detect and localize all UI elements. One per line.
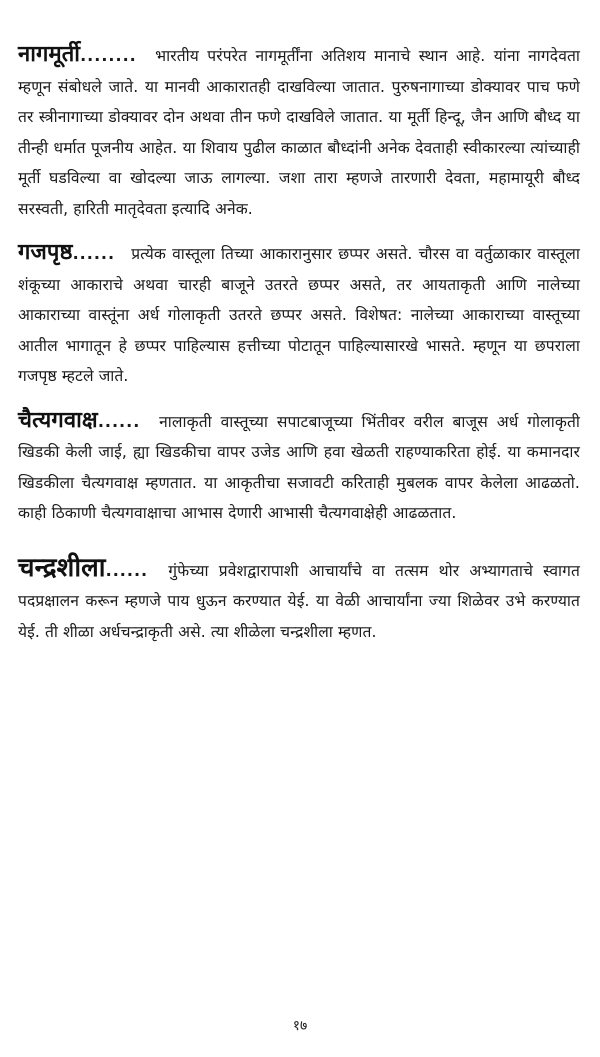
entry-text: भारतीय परंपरेत नागमूर्तींना अतिशय मानाचे स्थान आहे. यांना नागदेवता म्हणून संबोधले जाते. या मानवी आकारातही दाखविल्या जातात. पुरुषनागाच्या डोक्यावर पाच फणे तर स्त्रीनागाच्या डोक्यावर दोन अथवा तीन फणे दाखविले जातात. या मूर्ती हिन्दू, जैन आणि बौध्द या तीन्ही धर्मात पूजनीय आहेत. या शिवाय पुढील काळात बौध्दांनी अनेक देवताही स्वीकारल्या त्यांच्याही मूर्ती घडविल्या वा खोदल्या जाऊ लागल्या. जशा तारा म्हणजे तारणारी देवता, महामायूरी बौध्द सरस्वती, हारिती मातृदेवता इत्यादि अनेक. (18, 47, 580, 218)
entry-text: प्रत्येक वास्तूला तिच्या आकारानुसार छप्पर असते. चौरस वा वर्तुळाकार वास्तूला शंकूच्या आकाराचे अथवा चारही बाजूने उतरते छप्पर असते, तर आयताकृती आणि नालेच्या आकाराच्या वास्तूंना अर्ध गोलाकृती उतरते छप्पर असते. विशेषत: नालेच्या आकाराच्या वास्तूच्या आतील भागातून हे छप्पर पाहिल्यास हत्तीच्या पोटातून पाहिल्यासारखे भासते. म्हणून या छपराला गजपृष्ठ म्हटले जाते. (18, 245, 580, 385)
entry-chandrashila (18, 553, 580, 648)
entry-term: गजपृष्ठ (18, 240, 73, 265)
entry-nagmurti (18, 40, 580, 224)
page-number: १७ (292, 1018, 308, 1034)
entry-gajprushtha (18, 238, 580, 392)
entry-term: चन्द्रशीला (18, 552, 106, 583)
entry-chaityagavaksha (18, 406, 580, 529)
entry-dots: ........ (80, 46, 137, 65)
entry-dots: ...... (72, 244, 116, 263)
entry-dots: ...... (105, 560, 149, 580)
entry-text: नालाकृती वास्तूच्या सपाटबाजूच्या भिंतीवर वरील बाजूस अर्ध गोलाकृती खिडकी केली जाई, ह्या खिडकीचा वापर उजेड आणि हवा खेळती राहण्याकरिता होई. या कमानदार खिडकीला चैत्यगवाक्ष म्हणतात. या आकृतीचा सजावटी करिताही मुबलक वापर केलेला आढळतो. काही ठिकाणी चैत्यगवाक्षाचा आभास देणारी आभासी चैत्यगवाक्षेही आढळतात. (18, 412, 580, 522)
entry-text: गुंफेच्या प्रवेशद्वारापाशी आचार्यांचे वा तत्सम थोर अभ्यागताचे स्वागत पदप्रक्षालन करून म्हणजे पाय धुऊन करण्यात येई. या वेळी आचार्यांना ज्या शिळेवर उभे करण्यात येई. ती शीळा अर्धचन्द्राकृती असे. त्या शीळेला चन्द्रशीला म्हणत. (18, 561, 581, 641)
entry-dots: ...... (97, 411, 141, 431)
entry-term: चैत्यगवाक्ष (18, 407, 98, 433)
entry-term: नागमूर्ती (18, 42, 81, 67)
